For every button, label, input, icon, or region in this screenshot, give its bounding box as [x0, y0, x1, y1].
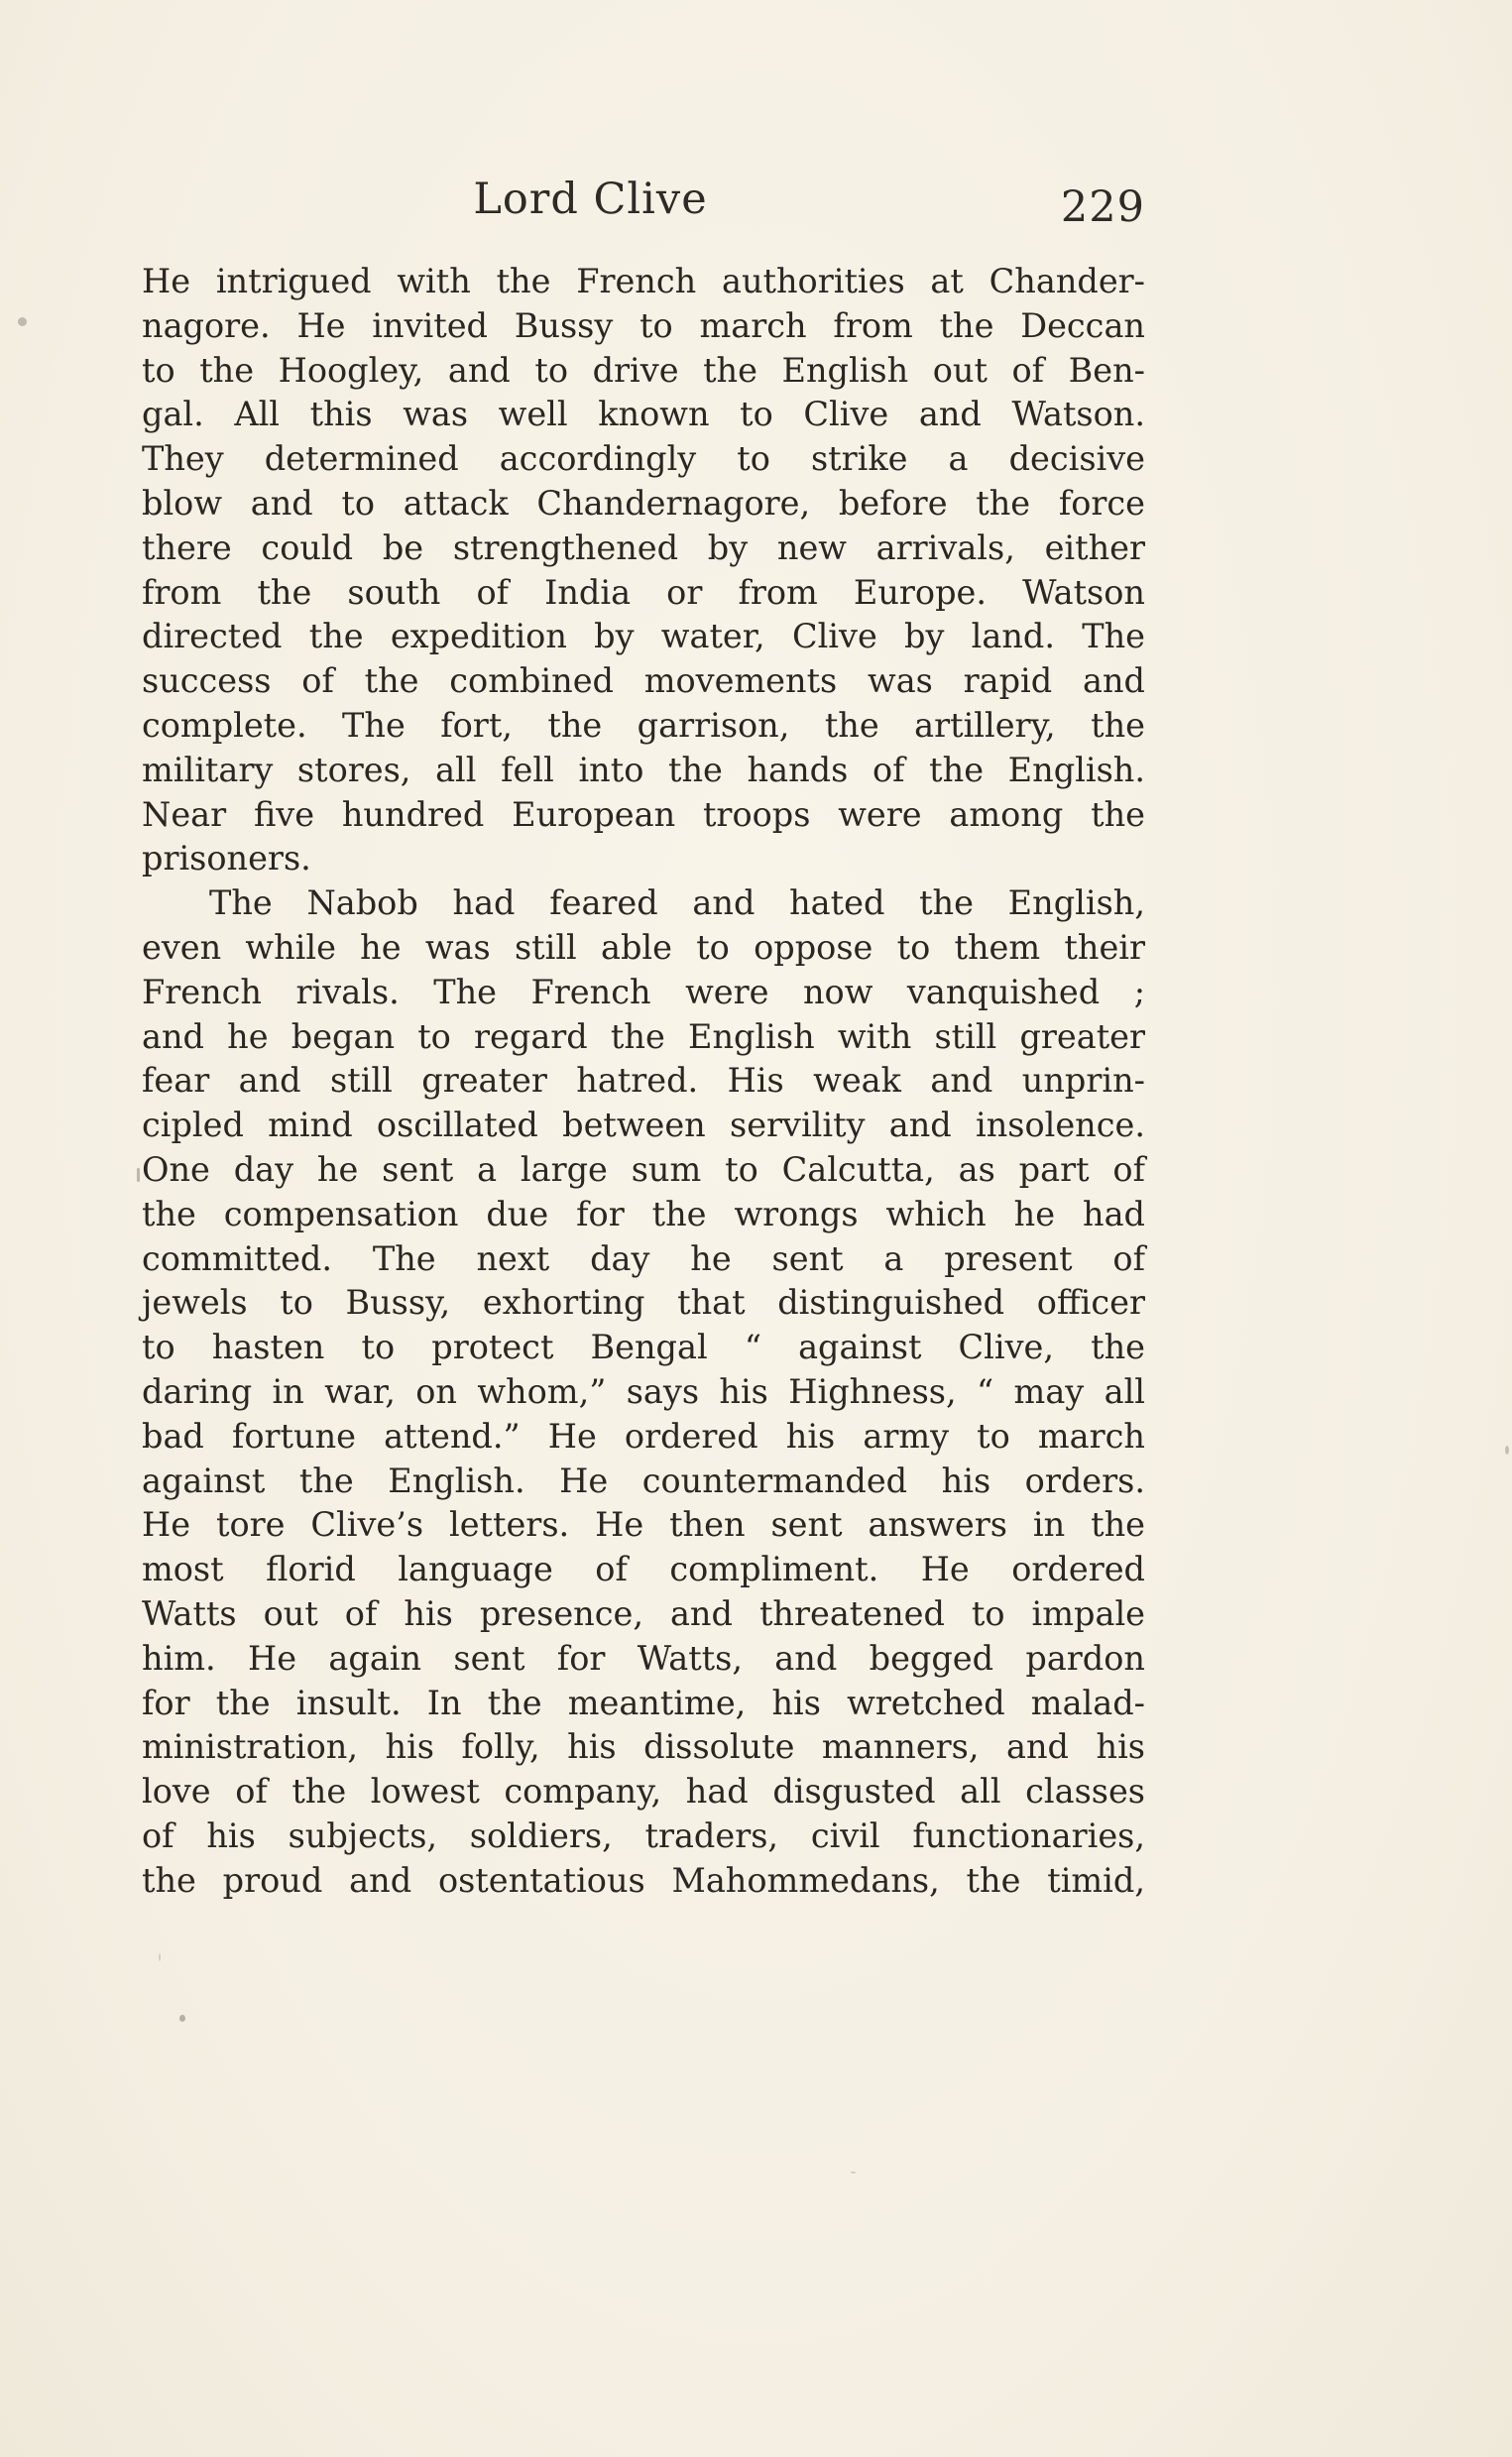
- text-line: even while he was still able to oppose to them their: [142, 927, 1145, 967]
- text-line: blow and to attack Chandernagore, before the force: [142, 483, 1145, 523]
- text-line: to the Hoogley, and to drive the English out of Ben-: [142, 350, 1145, 390]
- paper-speck: [1505, 1446, 1509, 1455]
- text-line: Near five hundred European troops were among the: [142, 794, 1145, 834]
- text-line: daring in war, on whom,” says his Highness, “ may all: [142, 1371, 1145, 1411]
- page-number: 229: [1060, 182, 1145, 232]
- running-head: [142, 169, 1145, 238]
- paragraph: [142, 881, 1145, 1903]
- paper-speck: [18, 317, 27, 326]
- text-line: prisoners.: [142, 839, 311, 878]
- paper-speck: [179, 2015, 185, 2022]
- text-line: him. He again sent for Watts, and begged pardon: [142, 1638, 1145, 1678]
- text-line: there could be strengthened by new arrivals, either: [142, 527, 1145, 567]
- text-line: against the English. He countermanded his orders.: [142, 1461, 1145, 1500]
- text-line: cipled mind oscillated between servility and insolence.: [142, 1106, 1145, 1145]
- text-line: committed. The next day he sent a present of: [142, 1238, 1145, 1278]
- text-line: the compensation due for the wrongs which he had: [142, 1194, 1145, 1233]
- paper-speck: [851, 2171, 856, 2173]
- text-line: The Nabob had feared and hated the English,: [209, 883, 1145, 923]
- text-line: gal. All this was well known to Clive and Watson.: [142, 395, 1145, 434]
- text-line: of his subjects, soldiers, traders, civil functionaries,: [142, 1815, 1145, 1855]
- text-line: the proud and ostentatious Mahommedans, the timid,: [142, 1860, 1145, 1900]
- text-line: Watts out of his presence, and threatened to impale: [142, 1593, 1145, 1633]
- paper-speck: [137, 1168, 140, 1182]
- text-line: and he began to regard the English with still greater: [142, 1016, 1145, 1056]
- text-line: love of the lowest company, had disgusted all classes: [142, 1772, 1145, 1812]
- text-line: complete. The fort, the garrison, the artillery, the: [142, 705, 1145, 745]
- text-line: success of the combined movements was rapid and: [142, 661, 1145, 701]
- text-line: for the insult. In the meantime, his wretched malad-: [142, 1683, 1145, 1722]
- text-line: bad fortune attend.” He ordered his army to march: [142, 1416, 1145, 1456]
- text-line: directed the expedition by water, Clive by land. The: [142, 617, 1145, 656]
- text-line: jewels to Bussy, exhorting that distinguished officer: [142, 1283, 1145, 1323]
- text-line: He intrigued with the French authorities at Chander-: [142, 262, 1145, 300]
- text-line: They determined accordingly to strike a decisive: [142, 439, 1145, 479]
- body-text: [142, 260, 1145, 1903]
- text-line: He tore Clive’s letters. He then sent answers in the: [142, 1505, 1145, 1545]
- text-line: from the south of India or from Europe. Watson: [142, 572, 1145, 612]
- text-line: One day he sent a large sum to Calcutta, as part of: [142, 1149, 1145, 1189]
- text-line: ministration, his folly, his dissolute manners, and his: [142, 1727, 1145, 1767]
- text-line: fear and still greater hatred. His weak and unprin-: [142, 1061, 1145, 1101]
- text-line: military stores, all fell into the hands of the English.: [142, 750, 1145, 789]
- text-line: French rivals. The French were now vanquished ;: [142, 972, 1145, 1011]
- running-head-title: Lord Clive: [473, 175, 708, 224]
- text-line: to hasten to protect Bengal “ against Clive, the: [142, 1328, 1145, 1367]
- text-line: nagore. He invited Bussy to march from the Deccan: [142, 305, 1145, 345]
- text-line: most florid language of compliment. He ordered: [142, 1550, 1145, 1589]
- paragraph: [142, 260, 1145, 881]
- paper-speck: [159, 1953, 161, 1961]
